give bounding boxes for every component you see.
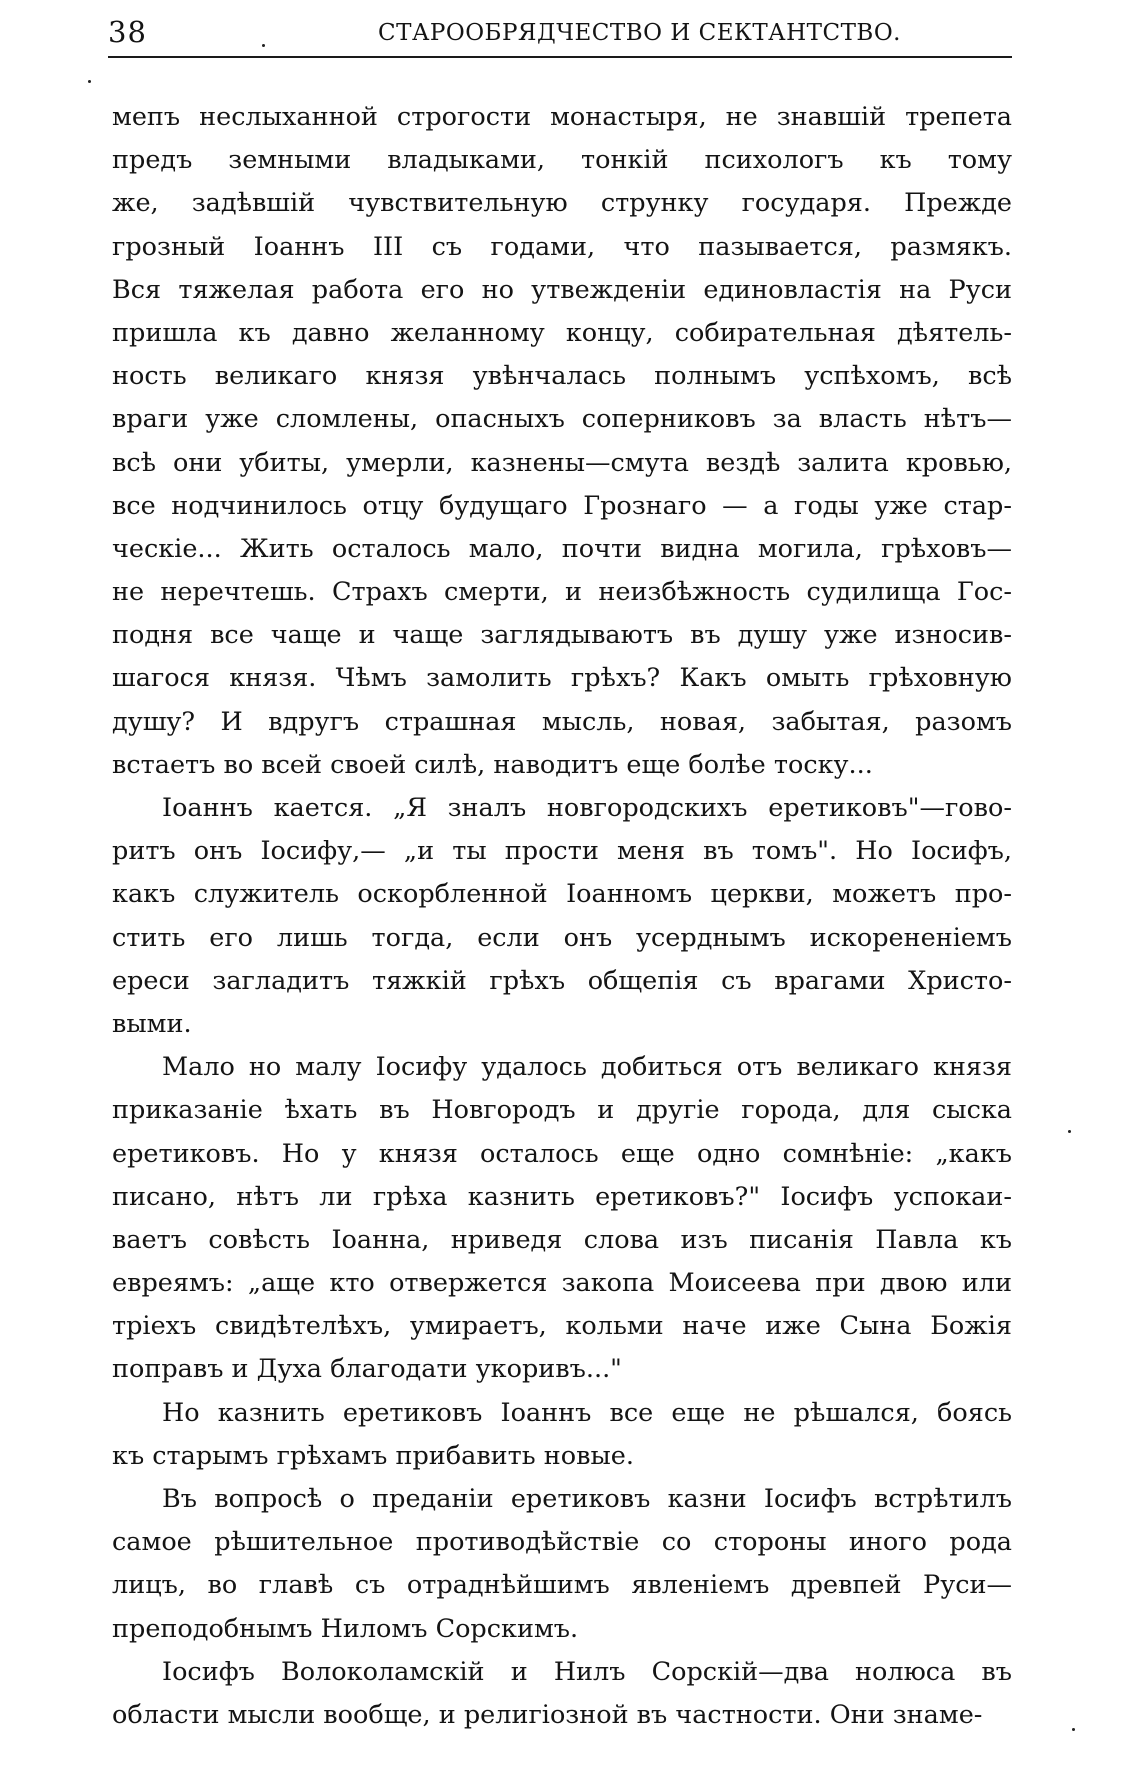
text-line: Вся тяжелая работа его но утвежденіи единовластія на Руси	[112, 274, 1012, 305]
text-line: приказаніе ѣхать въ Новгородъ и другіе города, для сыска	[112, 1095, 1012, 1126]
text-line: евреямъ: „аще кто отвержется закопа Моисеева при двою или	[112, 1268, 1012, 1299]
text-line: преподобнымъ Ниломъ Сорскимъ.	[112, 1613, 579, 1644]
text-line: къ старымъ грѣхамъ прибавить новые.	[112, 1440, 634, 1471]
text-line: Въ вопросѣ о преданіи еретиковъ казни Іосифъ встрѣтилъ	[162, 1484, 1012, 1514]
text-line: ереси загладитъ тяжкій грѣхъ общепія съ врагами Христо-	[112, 965, 1012, 996]
paragraph	[112, 1651, 1012, 1737]
text-line: ритъ онъ Іосифу,— „и ты прости меня въ томъ". Но Іосифъ,	[112, 836, 1012, 867]
print-speck	[1068, 1130, 1071, 1133]
text-line: лицъ, во главѣ съ отраднѣйшимъ явленіемъ древпей Руси—	[112, 1570, 1012, 1601]
print-speck	[1072, 1728, 1075, 1731]
text-line: еретиковъ. Но у князя осталось еще одно сомнѣніе: „какъ	[112, 1138, 1012, 1169]
paragraph	[112, 787, 1012, 1046]
text-line: ческіе... Жить осталось мало, почти видна могила, грѣховъ—	[112, 533, 1012, 564]
text-line: самое рѣшительное противодѣйствіе со стороны иного рода	[112, 1527, 1012, 1558]
paragraph	[112, 96, 1012, 787]
text-line: поправъ и Духа благодати укоривъ..."	[112, 1354, 622, 1385]
text-line: пришла къ давно желанному концу, собирательная дѣятель-	[112, 317, 1012, 348]
text-line: Но казнить еретиковъ Іоаннъ все еще не рѣшался, боясь	[162, 1397, 1012, 1428]
text-line: ность великаго князя увѣнчалась полнымъ успѣхомъ, всѣ	[112, 361, 1012, 392]
text-line: все нодчинилось отцу будущаго Грознаго — а годы уже стар-	[112, 490, 1012, 521]
paragraph	[112, 1046, 1012, 1392]
text-line: враги уже сломлены, опасныхъ соперниковъ за власть нѣтъ—	[112, 404, 1012, 435]
page-number: 38	[108, 15, 147, 49]
text-line: шагося князя. Чѣмъ замолить грѣхъ? Какъ омыть грѣховную	[112, 663, 1012, 694]
text-line: встаетъ во всей своей силѣ, наводитъ еще болѣе тоску...	[112, 749, 873, 780]
text-line: грозный Іоаннъ III съ годами, что пазывается, размякъ.	[112, 231, 1012, 262]
text-line: мепъ неслыханной строгости монастыря, не знавшій трепета	[112, 102, 1012, 132]
text-line: Іоаннъ кается. „Я зналъ новгородскихъ еретиковъ"—гово-	[162, 793, 1012, 823]
text-line: подня все чаще и чаще заглядываютъ въ душу уже износив-	[112, 620, 1012, 651]
text-line: предъ земными владыками, тонкій психологъ къ тому	[112, 145, 1012, 176]
paragraph	[112, 1392, 1012, 1478]
text-line: стить его лишь тогда, если онъ усерднымъ искорененіемъ	[112, 922, 1012, 953]
running-title: СТАРООБРЯДЧЕСТВО И СЕКТАНТСТВО.	[378, 20, 901, 46]
text-line: Мало но малу Іосифу удалось добиться отъ великаго князя	[162, 1052, 1012, 1083]
text-line: всѣ они убиты, умерли, казнены—смута вездѣ залита кровью,	[112, 447, 1012, 478]
text-line: Іосифъ Волоколамскій и Нилъ Сорскій—два нолюса въ	[162, 1656, 1012, 1687]
text-line: области мысли вообще, и религіозной въ частности. Они знаме-	[112, 1699, 983, 1730]
text-line: писано, нѣтъ ли грѣха казнить еретиковъ?" Іосифъ успокаи-	[112, 1181, 1012, 1212]
text-line: ваетъ совѣсть Іоанна, нриведя слова изъ писанія Павла къ	[112, 1224, 1012, 1255]
text-line: какъ служитель оскорбленной Іоанномъ церкви, можетъ про-	[112, 879, 1012, 910]
running-head	[108, 10, 1012, 54]
text-line: душу? И вдругъ страшная мысль, новая, забытая, разомъ	[112, 706, 1012, 737]
text-line: же, задѣвшій чувствительную струнку государя. Прежде	[112, 188, 1012, 219]
text-line: выми.	[112, 1008, 192, 1039]
body-text	[112, 96, 1012, 1737]
text-line: не неречтешь. Страхъ смерти, и неизбѣжность судилища Гос-	[112, 577, 1012, 608]
print-speck	[88, 80, 91, 83]
header-rule	[108, 56, 1012, 58]
text-line: тріехъ свидѣтелѣхъ, умираетъ, кольми наче иже Сына Божія	[112, 1311, 1012, 1342]
paragraph	[112, 1478, 1012, 1651]
print-speck	[262, 44, 265, 47]
